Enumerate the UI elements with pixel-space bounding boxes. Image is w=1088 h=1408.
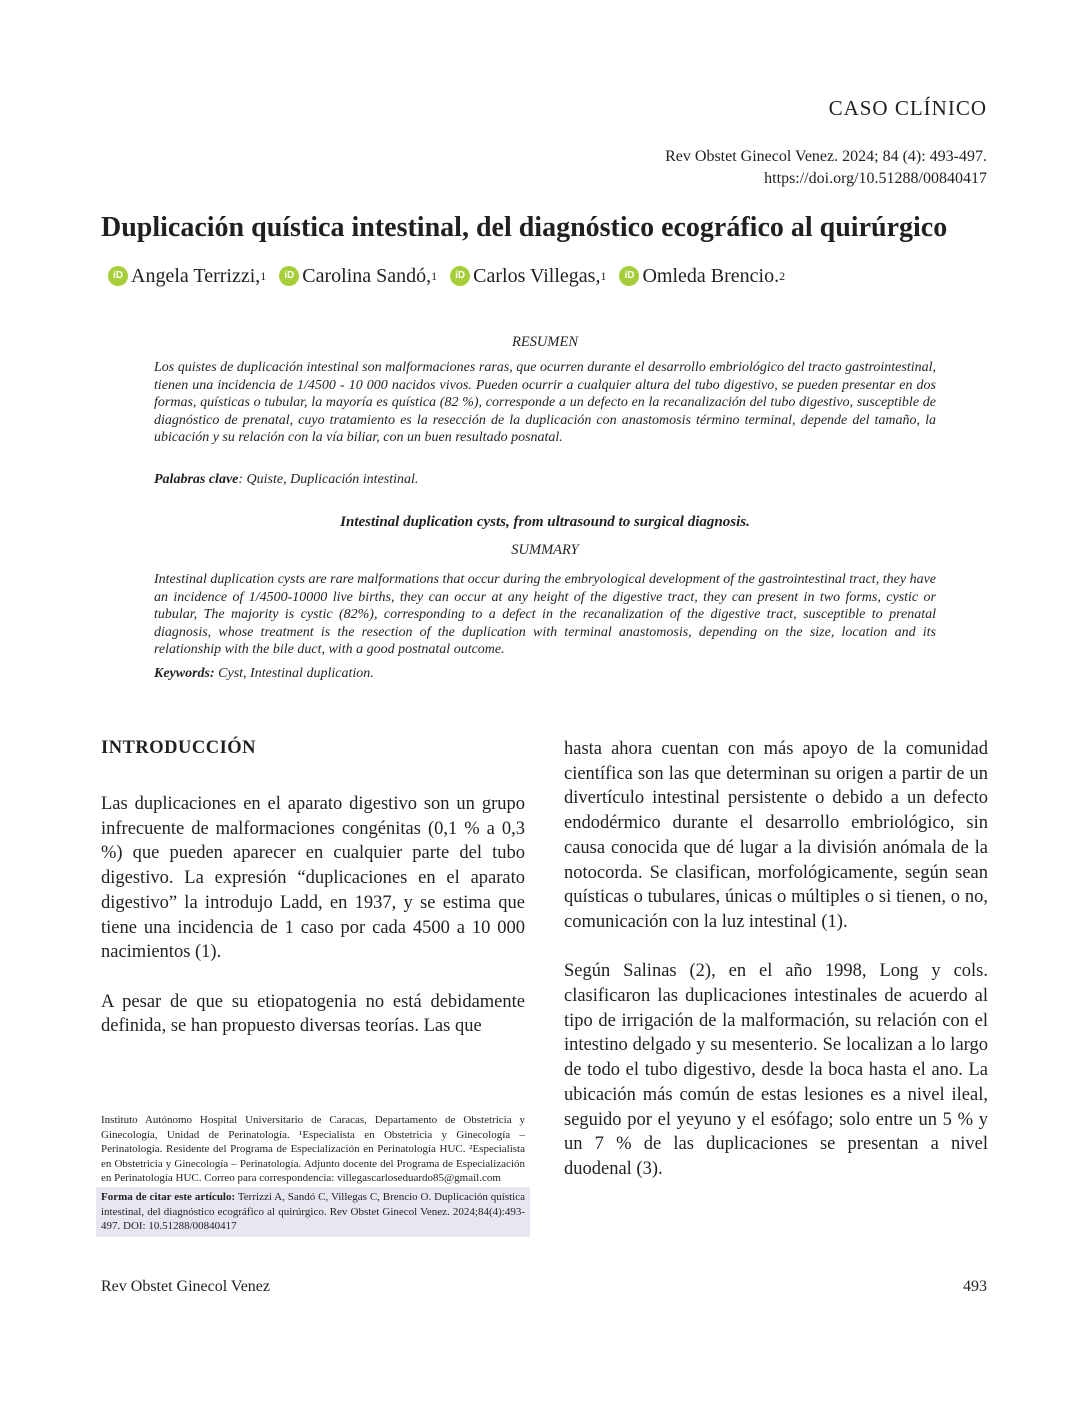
resumen-heading: RESUMEN [511,334,579,350]
resumen-text: Los quistes de duplicación intestinal son malformaciones raras, que ocurren durante el desarrollo embriológico del tracto gastrointestinal, tienen una incidencia de 1/4500 - 10 000 nacidos vivos. Pueden ocurrir a cualquier altura del tubo digestivo, se pueden presentar en dos formas, quísticas o tubular, la mayoría es quística (82 %), corresponde a un defecto en la recanalización del tubo digestivo, susceptible de diagnóstico de prenatal, cuyo tratamiento es la resección de la duplicación con anastomosis término terminal, depende del tamaño, la ubicación y su relación con la vía biliar, con un buen resultado posnatal. [154,360,936,446]
author-2: iD Carolina Sandó, 1 [279,262,437,290]
author-1: iD Angela Terrizzi, 1 [108,262,266,290]
keywords-value: Cyst, Intestinal duplication. [214,666,374,681]
author-4: iD Omleda Brencio. 2 [619,262,785,290]
orcid-icon[interactable]: iD [619,266,639,286]
author-name: Omleda Brencio. [642,265,780,287]
journal-citation: Rev Obstet Ginecol Venez. 2024; 84 (4): 493-497. [665,148,987,165]
english-title: Intestinal duplication cysts, from ultrasound to surgical diagnosis. [340,514,750,530]
keywords-label: Keywords: [154,666,215,681]
resumen-keywords [154,472,936,488]
orcid-icon[interactable]: iD [279,266,299,286]
body-paragraph: Las duplicaciones en el aparato digestivo son un grupo infrecuente de malformaciones congénitas (0,1 % a 0,3 %) que pueden aparecer en cualquier parte del tubo digestivo. La expresión “duplicaciones en el aparato digestivo” la introdujo Ladd, en 1937, y se estima que tiene una incidencia de 1 caso por cada 4500 a 10 000 nacimientos (1). [101,794,525,963]
right-column [564,737,988,1182]
orcid-icon[interactable]: iD [108,266,128,286]
body-paragraph: hasta ahora cuentan con más apoyo de la comunidad científica son las que determinan su origen a partir de un divertículo intestinal persistente o debido a un defecto endodérmico durante el desarrollo embriológico, sin causa conocida que dé lugar a la división anómala de la notocorda. Se clasifican, morfológicamente, según sean quísticas o tubulares, únicas o múltiples o si tienen, o no, comunicación con la luz intestinal (1). [564,739,988,932]
summary-keywords [154,666,936,682]
left-column [101,792,525,1039]
section-type: CASO CLÍNICO [828,96,987,120]
body-paragraph: A pesar de que su etiopatogenia no está debidamente definida, se han propuesto diversas teorías. Las que [101,991,525,1037]
cite-text: Terrizzi A, Sandó C, Villegas C, Brencio O. Duplicación quística intestinal, del diagnóstico ecográfico al quirúrgico. Rev Obstet Ginecol Venez. 2024;84(4):493-497. DOI: 10.51288/00840417 [101,1191,525,1233]
keywords-label: Palabras clave [154,472,239,487]
orcid-icon[interactable]: iD [450,266,470,286]
section-heading-introduccion: INTRODUCCIÓN [101,738,257,758]
author-list [108,258,988,290]
author-name: Carlos Villegas, [473,265,601,287]
affiliations-footnote: Instituto Autónomo Hospital Universitario de Caracas, Departamento de Obstetricia y Ginecología, Unidad de Perinatología. ¹Especialista en Obstetricia y Ginecología – Perinatología. Residente del Programa de Especialización en Perinatología HUC. ²Especialista en Obstetricia y Ginecología – Perinatología. Adjunto docente del Programa de Especialización en Perinatología HUC. Correo para correspondencia: villegascarloseduardo85@gmail.com [101,1114,525,1185]
keywords-value: : Quiste, Duplicación intestinal. [238,472,419,487]
author-name: Angela Terrizzi, [131,265,261,287]
article-title: Duplicación quística intestinal, del diagnóstico ecográfico al quirúrgico [101,212,948,243]
cite-label: Forma de citar este artículo: [101,1191,236,1203]
footer-journal: Rev Obstet Ginecol Venez [101,1278,270,1295]
page-number: 493 [963,1278,987,1295]
author-3: iD Carlos Villegas, 1 [450,262,606,290]
body-paragraph: Según Salinas (2), en el año 1998, Long y cols. clasificaron las duplicaciones intestinales de acuerdo al tipo de irrigación de la malformación, su relación con el intestino delgado y su mesenterio. Se localizan a lo largo de todo el tubo digestivo, desde la boca hasta el ano. La ubicación más común de estas lesiones es a nivel ileal, seguido por el yeyuno y el esófago; solo entre un 5 % y un 7 % de las duplicaciones se presentan a nivel duodenal (3). [564,961,988,1179]
citation-box [96,1187,530,1237]
doi-link[interactable]: https://doi.org/10.51288/00840417 [764,170,987,187]
summary-heading: SUMMARY [511,542,579,558]
author-name: Carolina Sandó, [302,265,432,287]
summary-text: Intestinal duplication cysts are rare malformations that occur during the embryological development of the gastrointestinal tract, they have an incidence of 1/4500-10000 live births, they can occur at any height of the digestive tract, they can present in two forms, cystic or tubular, The majority is cystic (82%), corresponding to a defect in the recanalization of the digestive tract, susceptible to prenatal diagnosis, whose treatment is the resection of the duplication with terminal anastomosis, depending on the size, location and its relationship with the bile duct, with a good postnatal outcome. [154,572,936,658]
